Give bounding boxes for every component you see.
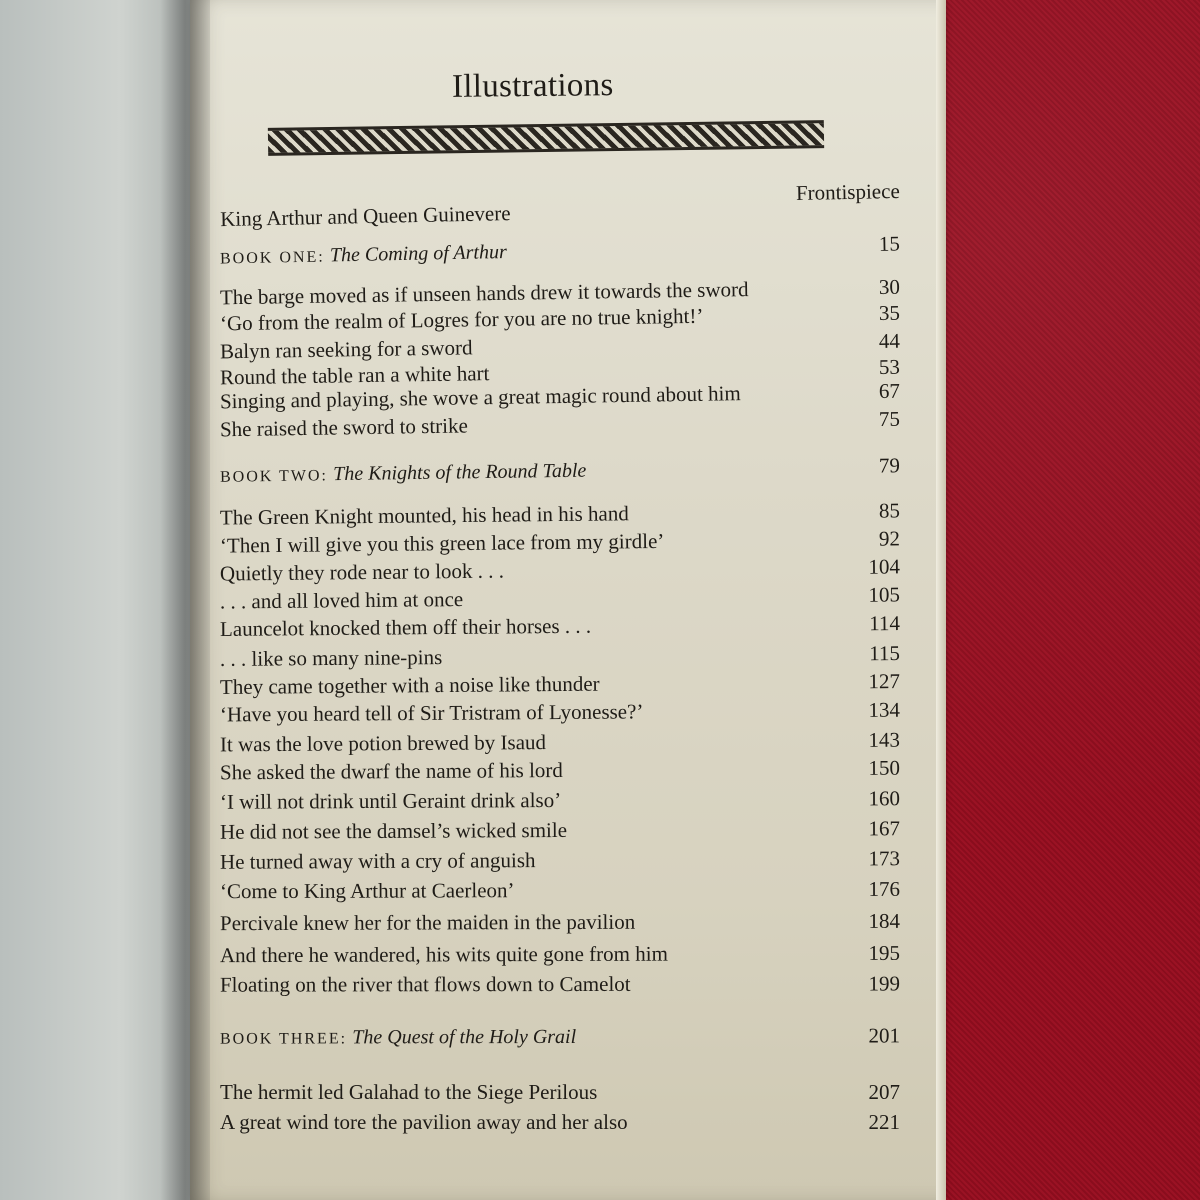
list-item: Quietly they rode near to look . . . 104	[219, 554, 901, 586]
illustrations-list	[220, 0, 910, 1200]
list-item: They came together with a noise like thunder 127	[219, 669, 901, 699]
page-number: 201	[868, 1023, 901, 1048]
list-item: The Green Knight mounted, his head in his hand 85	[219, 498, 901, 530]
list-item: He did not see the damsel’s wicked smile 167	[219, 816, 901, 844]
list-item: It was the love potion brewed by Isaud 143	[219, 727, 901, 757]
book-title: The Knights of the Round Table	[333, 459, 587, 486]
list-item: Floating on the river that flows down to Camelot 199	[219, 971, 901, 997]
list-item: Singing and playing, she wove a great magic round about him 67	[219, 378, 901, 414]
list-item: . . . like so many nine-pins 115	[219, 641, 901, 671]
list-item: Launcelot knocked them off their horses . . . 114	[219, 611, 901, 641]
page-number: 15	[878, 231, 901, 256]
list-item: The barge moved as if unseen hands drew it towards the sword 30	[219, 274, 901, 310]
list-item: . . . and all loved him at once 105	[219, 582, 901, 614]
list-item: A great wind tore the pavilion away and her also 221	[220, 1110, 900, 1134]
page-number: Frontispiece	[795, 178, 900, 206]
caption: King Arthur and Queen Guinevere	[219, 201, 511, 232]
page-title: Illustrations	[451, 67, 614, 105]
list-item: ‘Have you heard tell of Sir Tristram of Lyonesse?’ 134	[219, 697, 901, 727]
list-item: And there he wandered, his wits quite gone from him 195	[219, 940, 901, 968]
book-label: BOOK ONE:	[219, 248, 325, 268]
list-item: The hermit led Galahad to the Siege Perilous 207	[220, 1080, 900, 1104]
book-title: The Quest of the Holy Grail	[352, 1025, 577, 1049]
book-gutter	[160, 0, 210, 1200]
list-item: Percivale knew her for the maiden in the pavilion 184	[219, 908, 901, 936]
book-one-heading	[220, 231, 900, 274]
list-item: ‘Go from the realm of Logres for you are no true knight!’ 35	[219, 300, 901, 336]
page-number: 79	[878, 453, 901, 478]
book-three-heading	[220, 1023, 900, 1054]
frontispiece-row	[219, 178, 900, 232]
book-label: BOOK TWO:	[219, 467, 329, 486]
red-cloth-background	[930, 0, 1200, 1200]
list-item: Round the table ran a white hart 53	[219, 354, 901, 390]
decorative-border-ornament	[268, 120, 824, 156]
list-item: ‘I will not drink until Geraint drink also’ 160	[219, 786, 901, 814]
list-item: She raised the sword to strike 75	[219, 406, 901, 442]
book-title: The Coming of Arthur	[329, 241, 507, 267]
list-item: ‘Then I will give you this green lace from my girdle’ 92	[219, 526, 901, 558]
list-item: She asked the dwarf the name of his lord 150	[219, 755, 901, 785]
book-two-heading	[220, 453, 900, 492]
book-label: BOOK THREE:	[219, 1030, 348, 1048]
page-edge	[936, 0, 946, 1200]
list-item: He turned away with a cry of anguish 173	[219, 846, 901, 874]
list-item: Balyn ran seeking for a sword 44	[219, 328, 901, 364]
list-item: ‘Come to King Arthur at Caerleon’ 176	[219, 876, 901, 904]
